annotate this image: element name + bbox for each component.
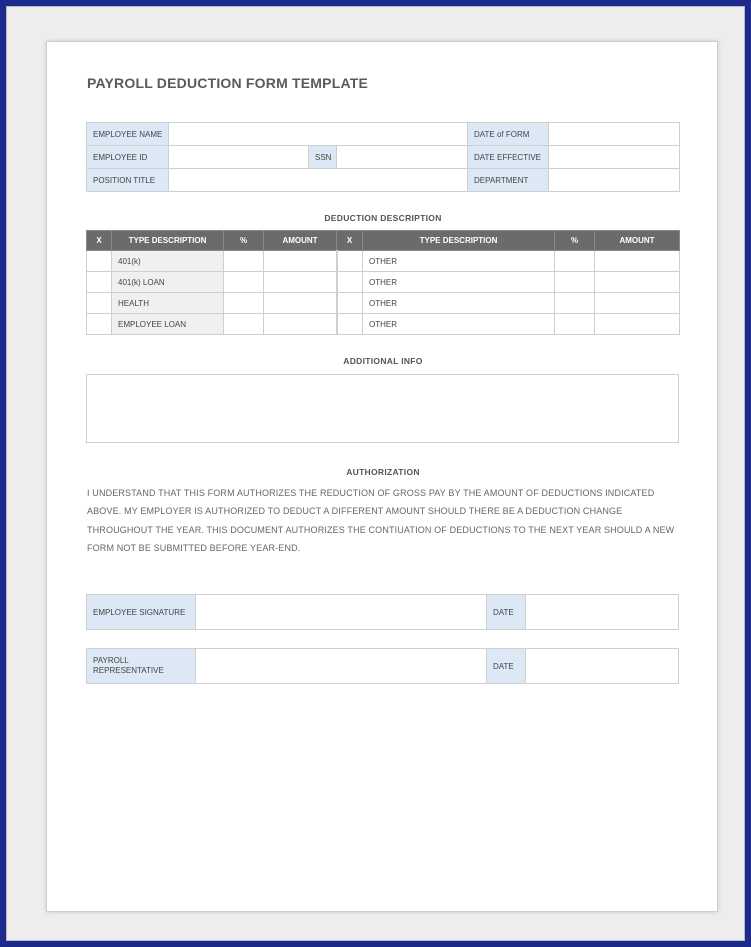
pct-cell[interactable]	[555, 251, 595, 272]
amount-cell[interactable]	[264, 251, 337, 272]
employee-signature-field[interactable]	[196, 595, 487, 630]
employee-id-field[interactable]	[169, 146, 309, 169]
check-cell[interactable]	[337, 272, 363, 293]
type-cell[interactable]: OTHER	[363, 314, 555, 335]
type-header-left: TYPE DESCRIPTION	[112, 231, 224, 251]
deduction-table	[86, 230, 680, 335]
pct-cell[interactable]	[224, 314, 264, 335]
ssn-label: SSN	[309, 146, 337, 169]
employee-date-field[interactable]	[526, 595, 679, 630]
employee-date-label: DATE	[487, 595, 526, 630]
amount-cell[interactable]	[264, 293, 337, 314]
additional-info-box[interactable]	[86, 374, 679, 443]
amount-cell[interactable]	[264, 314, 337, 335]
department-field[interactable]	[549, 169, 680, 192]
pct-cell[interactable]	[555, 314, 595, 335]
type-cell: 401(k)	[112, 251, 224, 272]
check-cell[interactable]	[337, 293, 363, 314]
payroll-rep-date-field[interactable]	[526, 649, 679, 684]
pct-header-left: %	[224, 231, 264, 251]
authorization-heading: AUTHORIZATION	[346, 467, 420, 477]
department-label: DEPARTMENT	[468, 169, 549, 192]
payroll-rep-signature-field[interactable]	[196, 649, 487, 684]
position-title-label: POSITION TITLE	[87, 169, 169, 192]
type-cell[interactable]: OTHER	[363, 293, 555, 314]
type-cell: HEALTH	[112, 293, 224, 314]
amount-cell[interactable]	[595, 272, 680, 293]
check-cell[interactable]	[87, 293, 112, 314]
amount-cell[interactable]	[595, 293, 680, 314]
pct-header-right: %	[555, 231, 595, 251]
table-row	[87, 272, 680, 293]
type-header-right: TYPE DESCRIPTION	[363, 231, 555, 251]
page-title: PAYROLL DEDUCTION FORM TEMPLATE	[87, 75, 369, 91]
pct-cell[interactable]	[224, 251, 264, 272]
window-frame	[6, 6, 745, 941]
employee-id-label: EMPLOYEE ID	[87, 146, 169, 169]
check-cell[interactable]	[87, 272, 112, 293]
type-cell: EMPLOYEE LOAN	[112, 314, 224, 335]
amount-cell[interactable]	[595, 314, 680, 335]
amount-cell[interactable]	[264, 272, 337, 293]
amount-cell[interactable]	[595, 251, 680, 272]
payroll-rep-label	[87, 649, 196, 684]
employee-name-field[interactable]	[169, 123, 468, 146]
date-effective-field[interactable]	[549, 146, 680, 169]
table-row	[87, 293, 680, 314]
employee-info-table	[86, 122, 680, 192]
payroll-rep-label-line1: PAYROLL	[93, 656, 129, 665]
check-cell[interactable]	[337, 251, 363, 272]
payroll-rep-date-label: DATE	[487, 649, 526, 684]
x-header-left: X	[87, 231, 112, 251]
table-row	[87, 251, 680, 272]
document-page	[46, 41, 718, 912]
check-cell[interactable]	[337, 314, 363, 335]
authorization-text: I UNDERSTAND THAT THIS FORM AUTHORIZES THE REDUCTION OF GROSS PAY BY THE AMOUNT OF DEDUCTIONS INDICATED ABOVE. MY EMPLOYER IS AUTHORIZED TO DEDUCT A DIFFERENT AMOUNT SHOULD THERE BE A DEDUCTION CHANGE THROUGHOUT THE YEAR. THIS DOCUMENT AUTHORIZES THE CONTIUATION OF DEDUCTIONS TO THE NEXT YEAR SHOULD A NEW FORM NOT BE SUBMITTED BEFORE YEAR-END.	[87, 488, 675, 553]
table-row	[87, 314, 680, 335]
x-header-right: X	[337, 231, 363, 251]
amount-header-right: AMOUNT	[595, 231, 680, 251]
check-cell[interactable]	[87, 251, 112, 272]
check-cell[interactable]	[87, 314, 112, 335]
type-cell[interactable]: OTHER	[363, 272, 555, 293]
employee-signature-table	[86, 594, 679, 630]
type-cell: 401(k) LOAN	[112, 272, 224, 293]
date-of-form-label: DATE of FORM	[468, 123, 549, 146]
additional-info-heading: ADDITIONAL INFO	[343, 356, 423, 366]
payroll-rep-label-line2: REPRESENTATIVE	[93, 666, 164, 675]
amount-header-left: AMOUNT	[264, 231, 337, 251]
date-effective-label: DATE EFFECTIVE	[468, 146, 549, 169]
ssn-field[interactable]	[337, 146, 468, 169]
employee-signature-label: EMPLOYEE SIGNATURE	[87, 595, 196, 630]
position-title-field[interactable]	[169, 169, 468, 192]
payroll-rep-table	[86, 648, 679, 684]
pct-cell[interactable]	[555, 272, 595, 293]
deduction-heading: DEDUCTION DESCRIPTION	[324, 213, 442, 223]
employee-name-label: EMPLOYEE NAME	[87, 123, 169, 146]
pct-cell[interactable]	[224, 293, 264, 314]
pct-cell[interactable]	[224, 272, 264, 293]
type-cell[interactable]: OTHER	[363, 251, 555, 272]
date-of-form-field[interactable]	[549, 123, 680, 146]
pct-cell[interactable]	[555, 293, 595, 314]
